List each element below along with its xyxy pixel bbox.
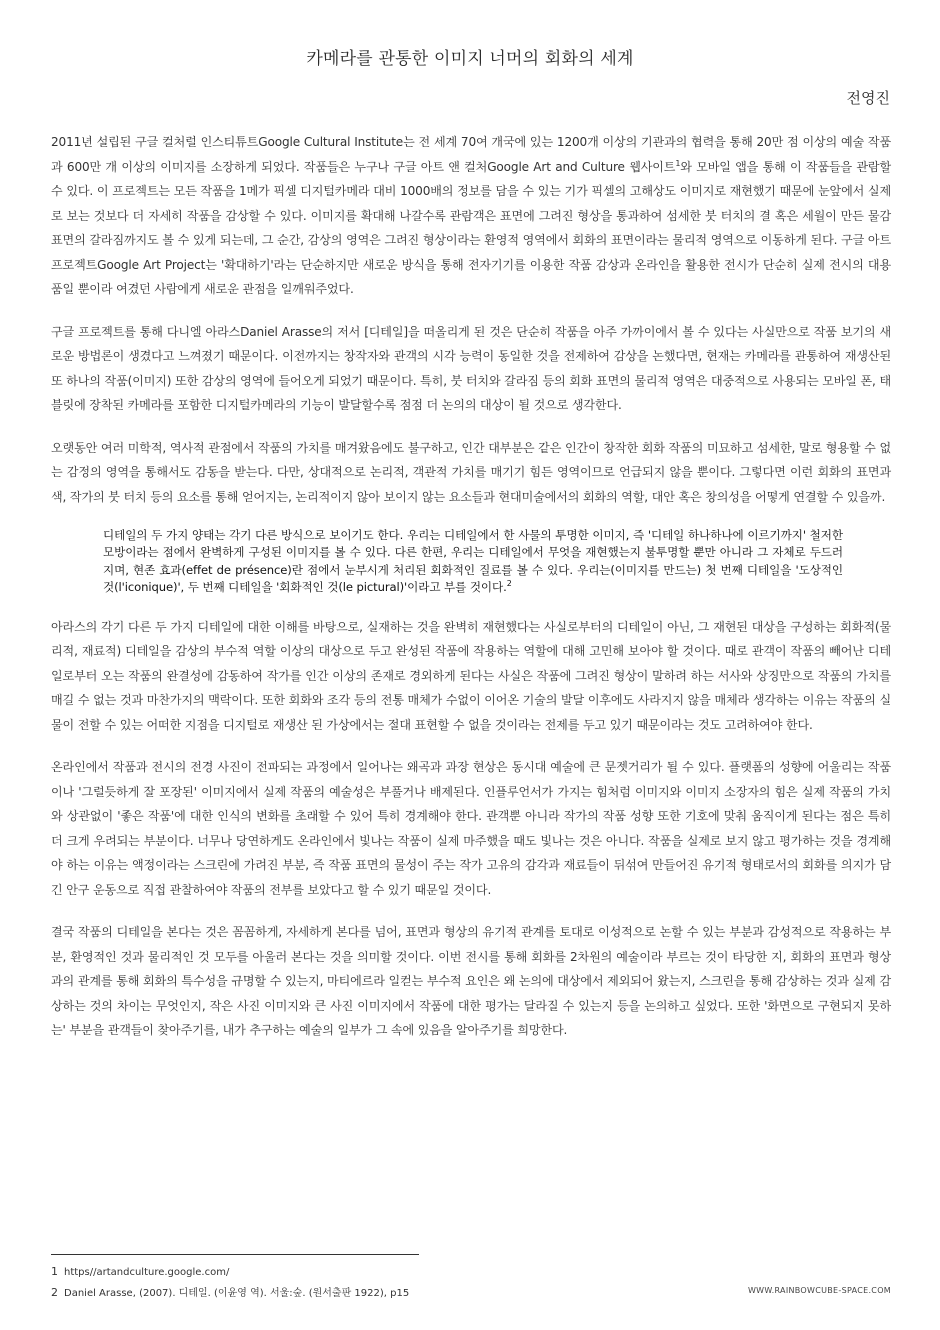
paragraph-4: 아라스의 각기 다른 두 가지 디테일에 대한 이해를 바탕으로, 실재하는 것을 완벽히 재현했다는 사실로부터의 디테일이 아닌, 그 재현된 대상을 구성하는 회화적(물리적, 재료적) 디테일을 감상의 부수적 역할 이상의 대상으로 두고 완성된 작품에 작용하는 역할에 대해 고민해 보아야 할 것이다. 때로 관객이 작품의 빼어난 디테일로부터 오는 작품의 완결성에 감동하여 작가를 인간 이상의 존재로 경외하게 된다는 사실은 작품에 그려진 형상이 말하려 하는 서사와 상징만으로 작품의 가치를 매길 수 없는 것과 마찬가지의 맥락이다. 또한 회화와 조각 등의 전통 매체가 수없이 이어온 기술의 발달 이후에도 사라지지 않을 매체라 생각하는 이유는 작품의 실물이 전할 수 있는 어떠한 지점을 디지털로 재생산 된 가상에서는 절대 표현할 수 없을 것이라는 전제를 두고 있기 때문이라는 것도 고려하여야 한다.	[51, 619, 891, 732]
footnote-ref-1: 1	[675, 158, 681, 168]
footnote-1-link[interactable]: https//artandculture.google.com/	[64, 1267, 230, 1278]
footnote-divider	[51, 1254, 419, 1255]
paragraph-1-text-cont: 와 모바일 앱을 통해 이 작품들을 관람할 수 있다. 이 프로젝트는 모든 작품을 1메가 픽셀 디지털카메라 대비 1000배의 정보를 담을 수 있는 기가 픽셀의 고해상도 이미지로 재현했기 때문에 눈앞에서 실제로 보는 것보다 더 자세히 작품을 감상할 수 있다. 이미지를 확대해 나갈수록 관람객은 표면에 그려진 형상을 통과하여 섬세한 붓 터치의 결 혹은 세월이 만든 물감 표면의 갈라짐까지도 볼 수 있게 되는데, 그 순간, 감상의 영역은 그려진 형상이라는 환영적 영역에서 회화의 표면이라는 물리적 영역으로 이동하게 된다. 구글 아트 프로젝트Google Art Project는 '확대하기'라는 단순하지만 새로운 방식을 통해 전자기기를 이용한 작품 감상과 온라인을 활용한 전시가 단순히 실제 전시의 대용품일 뿐이라 여겼던 사람에게 새로운 관점을 일깨워주었다.	[51, 159, 891, 296]
paragraph-6: 결국 작품의 디테일을 본다는 것은 꼼꼼하게, 자세하게 본다를 넘어, 표면과 형상의 유기적 관계를 토대로 이성적으로 논할 수 있는 부분과 감성적으로 작용하는 부분, 환영적인 것과 물리적인 것 모두를 아울러 본다는 것을 의미할 것이다. 이번 전시를 통해 회화를 2차원의 예술이라 부르는 것이 타당한 지, 회화의 표면과 형상과의 관계를 통해 회화의 특수성을 규명할 수 있는지, 마티에르라 일컫는 부수적 요인은 왜 논의에 대상에서 제외되어 왔는지, 스크린을 통해 감상하는 것과 실제 감상하는 것의 차이는 무엇인지, 작은 사진 이미지와 큰 사진 이미지에서 작품에 대한 평가는 달라질 수 있는지 등을 논의하고 싶었다. 또한 '화면으로 구현되지 못하는' 부분을 관객들이 찾아주기를, 내가 추구하는 예술의 일부가 그 속에 있음을 알아주기를 희망한다.	[51, 925, 891, 1038]
footnotes	[51, 1262, 409, 1304]
paragraph-1-text: 2011년 설립된 구글 컬처럴 인스티튜트Google Cultural Institute는 전 세계 70여 개국에 있는 1200개 이상의 기관과의 협력을 통해 20만 점 이상의 예술 작품과 600만 개 이상의 이미지를 소장하게 되었다. 작품들은 누구나 구글 아트 앤 컬처Google Art and Culture 웹사이트	[51, 135, 891, 174]
block-quote	[103, 527, 843, 597]
footnote-ref-2: 2	[506, 579, 512, 589]
paragraph-1	[51, 130, 891, 302]
website-url[interactable]: WWW.RAINBOWCUBE-SPACE.COM	[747, 1286, 891, 1295]
paragraph-3: 오랫동안 여러 미학적, 역사적 관점에서 작품의 가치를 매겨왔음에도 불구하고, 인간 대부분은 같은 인간이 창작한 회화 작품의 미묘하고 섬세한, 말로 형용할 수 없는 감정의 영역을 통해서도 감동을 받는다. 다만, 상대적으로 논리적, 객관적 가치를 매기기 힘든 영역이므로 언급되지 않을 뿐이다. 그렇다면 이런 회화의 표면과 색, 작가의 붓 터치 등의 요소를 통해 얻어지는, 논리적이지 않아 보이지 않는 요소들과 현대미술에서의 회화의 역할, 대안 혹은 창의성을 어떻게 연결할 수 있을까.	[51, 440, 891, 504]
paragraph-5: 온라인에서 작품과 전시의 전경 사진이 전파되는 과정에서 일어나는 왜곡과 과장 현상은 동시대 예술에 큰 문젯거리가 될 수 있다. 플랫폼의 성향에 어울리는 작품이나 '그럴듯하게 잘 포장된' 이미지에서 실제 작품의 예술성은 부풀거나 배제된다. 인플루언서가 가지는 힘처럼 이미지와 이미지 소장자의 힘은 실제 작품의 가치와 상관없이 '좋은 작품'에 대한 인식의 변화를 초래할 수 있어 특히 경계해야 한다. 관객뿐 아니라 작가의 작품 성향 또한 기호에 맞춰 움직이게 된다는 점은 특히 더 크게 우려되는 부분이다. 너무나 당연하게도 온라인에서 빛나는 작품이 실제 마주했을 때도 빛나는 것은 아니다. 작품을 실제로 보지 않고 평가하는 것을 경계해야 하는 이유는 액정이라는 스크린에 가려진 부분, 즉 작품 표면의 물성이 주는 작가 고유의 감각과 재료들이 뒤섞여 만들어진 유기적 형태로서의 회화를 의지가 담긴 안구 운동으로 직접 관찰하여야 작품의 전부를 보았다고 할 수 있기 때문일 것이다.	[51, 760, 891, 897]
footnote-2-text: Daniel Arasse, (2007). 디테일. (이윤영 역). 서울:숲. (원서출판 1922), p15	[64, 1288, 410, 1299]
paragraph-2: 구글 프로젝트를 통해 다니엘 아라스Daniel Arasse의 저서 [디테일]을 떠올리게 된 것은 단순히 작품을 아주 가까이에서 볼 수 있다는 사실만으로 작품 보기의 새로운 방법론이 생겼다고 느껴졌기 때문이다. 이전까지는 창작자와 관객의 시각 능력이 동일한 것을 전제하여 감상을 논했다면, 현재는 카메라를 관통하여 재생산된 또 하나의 작품(이미지) 또한 감상의 영역에 들어오게 되었기 때문이다. 특히, 붓 터치와 갈라짐 등의 회화 표면의 물리적 영역은 대중적으로 사용되는 모바일 폰, 태블릿에 장착된 카메라를 포함한 디지털카메라의 기능이 발달할수록 점점 더 논의의 대상이 될 것으로 생각한다.	[51, 324, 891, 412]
footnote-2-number: 2	[51, 1286, 58, 1299]
block-quote-text: 디테일의 두 가지 양태는 각기 다른 방식으로 보이기도 한다. 우리는 디테일에서 한 사물의 투명한 이미지, 즉 '디테일 하나하나에 이르기까지' 철저한 모방이라는 점에서 완벽하게 구성된 이미지를 볼 수 있다. 다른 한편, 우리는 디테일에서 무엇을 재현했는지 불투명할 뿐만 아니라 그 자체로 두드러지며, 현존 효과(effet de présence)란 점에서 눈부시게 처리된 회화적인 질료를 볼 수 있다. 우리는(이미지를 만드는) 첫 번째 디테일을 '도상적인 것(l'iconique)', 두 번째 디테일을 '회화적인 것(le pictural)'이라고 부를 것이다.	[103, 528, 843, 595]
footnote-1-number: 1	[51, 1265, 58, 1278]
page-title: 카메라를 관통한 이미지 너머의 회화의 세계	[306, 49, 634, 69]
author-name: 전영진	[846, 89, 890, 107]
footnote-1	[51, 1262, 409, 1283]
footnote-2	[51, 1283, 409, 1304]
article-body	[51, 130, 891, 1061]
